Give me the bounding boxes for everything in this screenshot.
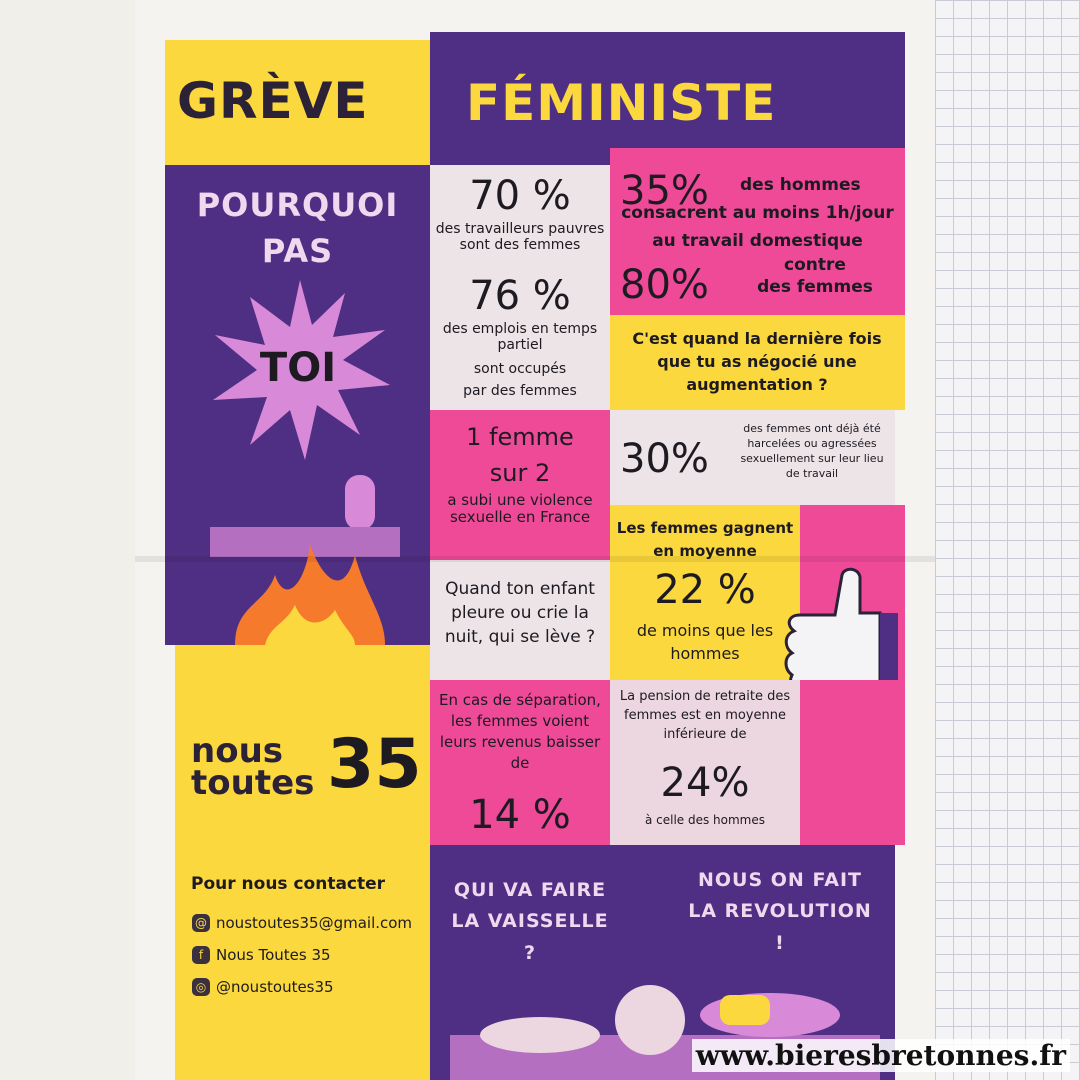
header-greve-panel xyxy=(165,40,430,165)
fact-femme-1: 1 femme xyxy=(466,423,574,451)
fact-1-sur-2-panel xyxy=(430,410,610,560)
pink-filler xyxy=(800,680,905,845)
fact-35-text-1: des hommes xyxy=(740,175,861,195)
facebook-icon: f xyxy=(192,946,210,964)
fact-70-value: 70 % xyxy=(469,173,571,219)
gagnent-text: Les femmes gagnent en moyenne xyxy=(616,519,794,560)
fact-76-text-3: par des femmes xyxy=(463,383,577,399)
fact-22-panel xyxy=(610,505,800,680)
fact-14-value: 14 % xyxy=(469,792,571,838)
email-icon: @ xyxy=(192,914,210,932)
pension-end-text: à celle des hommes xyxy=(644,813,766,827)
instagram-icon: ◎ xyxy=(192,978,210,996)
fact-80-value: 80% xyxy=(620,262,709,308)
fact-76-text-1: des emplois en temps partiel xyxy=(442,321,598,354)
watermark: www.bieresbretonnes.fr xyxy=(692,1039,1070,1072)
negocie-text: C'est quand la dernière fois que tu as négocié une augmentation ? xyxy=(632,329,882,395)
contact-email[interactable] xyxy=(192,914,412,932)
logo-toutes: toutes xyxy=(191,763,315,804)
pension-text: La pension de retraite des femmes est en moyenne inférieure de xyxy=(619,689,791,742)
email-text: noustoutes35@gmail.com xyxy=(216,914,413,932)
revolution-text: NOUS ON FAIT LA REVOLUTION ! xyxy=(688,869,872,954)
toi-text: TOI xyxy=(259,345,337,391)
negocie-panel xyxy=(610,315,905,410)
fact-70-76-panel xyxy=(430,165,610,410)
header-feministe-panel xyxy=(430,32,905,165)
background-grid-paper xyxy=(935,0,1080,1080)
nous-toutes-logo xyxy=(191,731,315,804)
fact-24-value: 24% xyxy=(660,760,750,806)
logo-35: 35 xyxy=(327,725,422,804)
fact-80-text-2: des femmes xyxy=(757,277,873,297)
contact-instagram[interactable] xyxy=(192,978,334,996)
logo-nous: nous xyxy=(191,731,284,771)
fact-70-text: des travailleurs pauvres sont des femmes xyxy=(435,221,605,254)
contact-title: Pour nous contacter xyxy=(191,874,386,894)
pension-panel xyxy=(610,680,800,845)
fact-femme-text: a subi une violence sexuelle en France xyxy=(447,491,593,527)
fact-35-text-3: au travail domestique xyxy=(652,231,863,251)
separation-panel xyxy=(430,680,610,845)
fact-30-value: 30% xyxy=(620,436,709,482)
enfant-text: Quand ton enfant pleure ou crie la nuit, qui se lève ? xyxy=(444,579,596,647)
separation-text: En cas de séparation, les femmes voient leurs revenus baisser de xyxy=(439,691,601,772)
fact-76-value: 76 % xyxy=(469,273,571,319)
pas-text: PAS xyxy=(261,232,334,270)
pourquoi-panel xyxy=(165,165,430,645)
pourquoi-text: POURQUOI xyxy=(196,186,399,224)
contact-facebook[interactable] xyxy=(192,946,331,964)
background-left xyxy=(0,0,135,1080)
vaisselle-text: QUI VA FAIRE LA VAISSELLE ? xyxy=(451,879,609,964)
fact-76-text-2: sont occupés xyxy=(473,361,567,377)
burning-bra-illustration xyxy=(195,465,405,645)
fact-22-value: 22 % xyxy=(654,567,756,613)
fact-80-text-1: contre xyxy=(784,255,846,275)
facebook-text: Nous Toutes 35 xyxy=(216,946,331,964)
fact-30-text: des femmes ont déjà été harcelées ou agressées sexuellement sur leur lieu de travail xyxy=(740,422,884,480)
title-greve: GRÈVE xyxy=(177,72,369,130)
fact-femme-2: sur 2 xyxy=(489,459,551,487)
fact-22-text: de moins que les hommes xyxy=(636,621,774,664)
title-feministe: FÉMINISTE xyxy=(466,74,777,132)
fact-35-text-2: consacrent au moins 1h/jour xyxy=(621,203,894,223)
fact-35-80-panel xyxy=(610,148,905,315)
instagram-text: @noustoutes35 xyxy=(216,978,334,996)
contact-panel xyxy=(175,645,430,1080)
fact-35-value: 35% xyxy=(620,168,709,214)
paper-fold xyxy=(135,556,935,562)
enfant-panel xyxy=(430,560,610,680)
fact-30-panel xyxy=(610,410,895,505)
